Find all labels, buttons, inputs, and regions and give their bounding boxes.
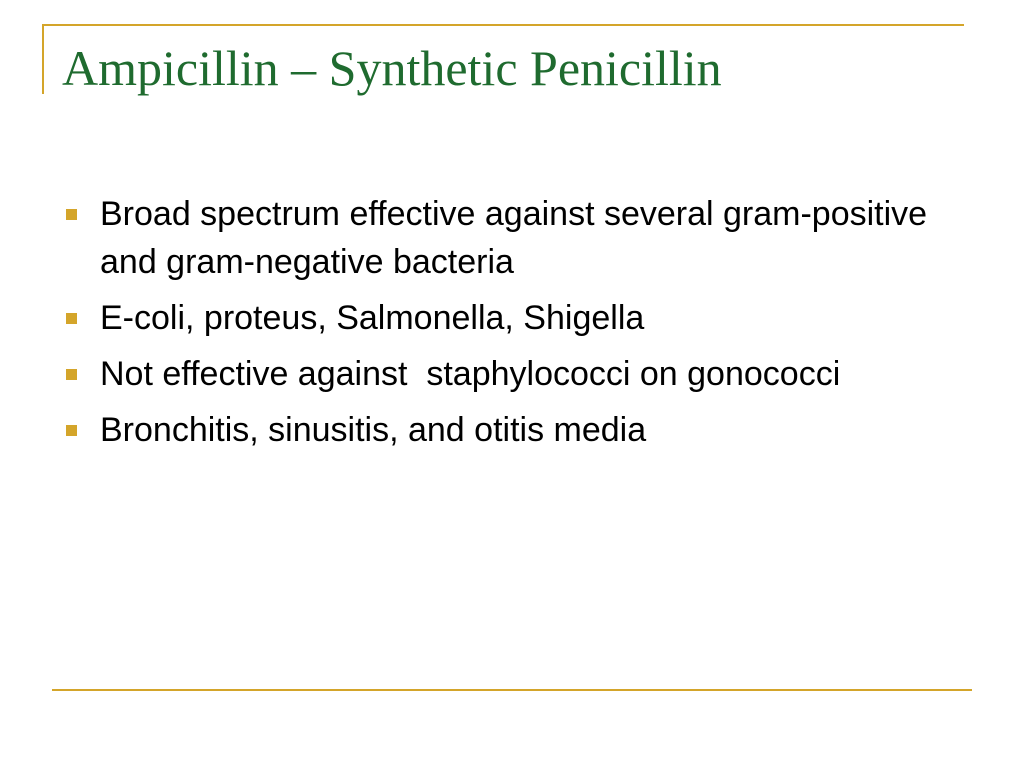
square-bullet-icon xyxy=(66,369,77,380)
frame-bottom-rule xyxy=(52,689,972,691)
frame-left-rule xyxy=(42,24,44,94)
square-bullet-icon xyxy=(66,209,77,220)
bullet-item xyxy=(64,350,944,398)
bullet-item xyxy=(64,406,944,454)
bullet-text: Broad spectrum effective against several gram-positive and gram-negative bacteria xyxy=(100,195,937,281)
bullet-item xyxy=(64,294,944,342)
frame-top-rule xyxy=(42,24,964,26)
bullet-item xyxy=(64,190,944,286)
bullet-text: E-coli, proteus, Salmonella, Shigella xyxy=(100,299,645,337)
bullet-list xyxy=(64,190,944,462)
slide-title: Ampicillin – Synthetic Penicillin xyxy=(62,40,722,96)
bullet-text: Not effective against staphylococci on gonococci xyxy=(100,355,841,393)
square-bullet-icon xyxy=(66,425,77,436)
bullet-text: Bronchitis, sinusitis, and otitis media xyxy=(100,411,647,449)
square-bullet-icon xyxy=(66,313,77,324)
